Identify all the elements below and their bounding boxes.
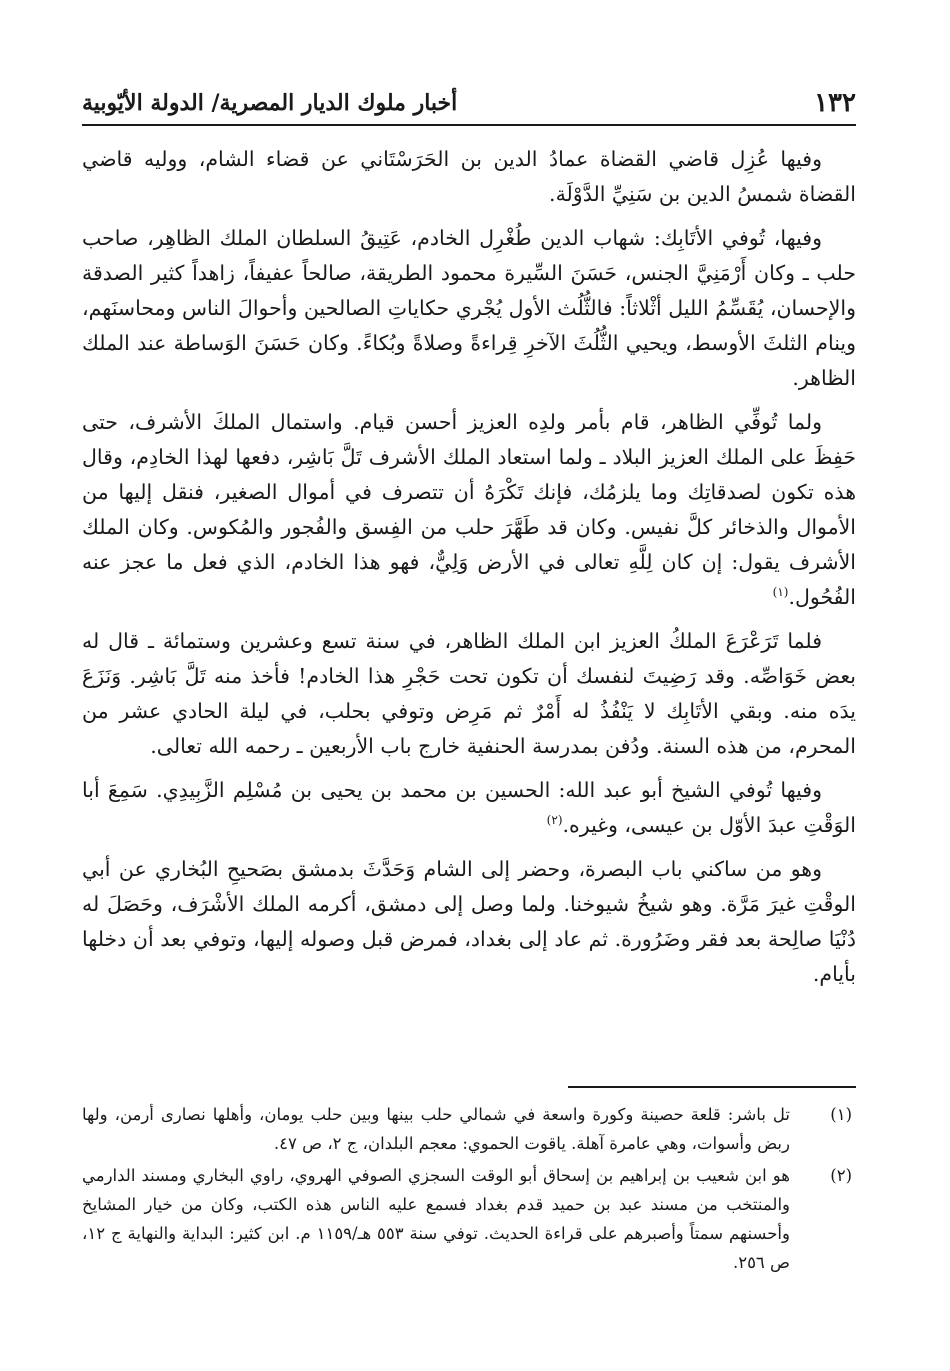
footnote [82,1100,856,1158]
footnote-ref: (٢) [546,813,563,828]
footnotes [82,1100,856,1280]
paragraph: وفيها، تُوفي الأتَابِك: شهاب الدين طُغْرِل الخادم، عَتِيقُ السلطان الملك الظاهِر، صاحب حلب ـ وكان أَرْمَنِيَّ الجنس، حَسَنَ السِّيرة محمود الطريقة، صالحاً عفيفاً، زاهداً كثير الصدقة والإحسان، يُقَسِّمُ الليل أثْلاثاً: فالثُّلُث الأول يُجْري حكاياتِ الصالحين وأحوالَ الناس ومحاسنَهم، وينام الثلثَ الأوسط، ويحيي الثُّلُثَ الآخرِ قِراءةً وصلاةً وبُكاءً. وكان حَسَنَ الوَساطة عند الملك الظاهر. [82,226,856,390]
paragraph [82,405,856,615]
footnote-marker: (١) [830,1105,852,1124]
paragraph-text: ولما تُوفِّي الظاهر، قام بأمر ولدِه العزيز أحسن قيام. واستمال الملكَ الأشرف، حتى حَفِظَ على الملك العزيز البلاد ـ ولما استعاد الملك الأشرف تَلَّ بَاشِر، دفعها لهذا الخادِم، وقال هذه تكون لصدقاتِك وما يلزمُك، فإنك تَكْرَهُ أن تتصرف في أموال الصغير، فنقل إليها من الأموال والذخائر كلَّ نفيس. وكان قد طَهَّرَ حلب من الفِسق والفُجور والمُكوس. وكان الملك الأشرف يقول: إن كان لِلَّهِ تعالى في الأرض وَلِيٌّ، فهو هذا الخادم، الذي فعل ما عجز عنه الفُحُول. [82,410,856,609]
footnote-divider [568,1086,856,1088]
book-page [82,78,856,1328]
paragraph: فلما تَرَعْرَعَ الملكُ العزيز ابن الملك الظاهر، في سنة تسع وعشرين وستمائة ـ قال له بعض خَوَاصِّه. وقد رَضِيتَ لنفسك أن تكون تحت حَجْرِ هذا الخادم! فأخذ منه تَلَّ بَاشِر. وَنَزَعَ يدَه منه. وبقي الأتَابِك لا يَنْفُذُ له أَمْرٌ ثم مَرِض وتوفي بحلب، في ليلة الحادي عشر من المحرم، من هذه السنة. ودُفن بمدرسة الحنفية خارج باب الأربعين ـ رحمه الله تعالى. [82,629,856,758]
footnote-text: هو ابن شعيب بن إبراهيم بن إسحاق أبو الوقت السجزي الصوفي الهروي، راوي البخاري ومسند الدارمي والمنتخب من مسند عبد بن حميد قدم بغداد فسمع عليه الناس هذه الكتب، وكان من خيار المشايخ وأحسنهم سمتاً وأصبرهم على قراءة الحديث. توفي سنة ٥٥٣ هـ/١١٥٩ م. ابن كثير: البداية والنهاية ج ١٢، ص ٢٥٦. [82,1166,790,1272]
running-title: أخبار ملوك الديار المصرية/ الدولة الأيّوبية [82,90,458,116]
paragraph [82,773,856,843]
footnote-marker: (٢) [830,1166,852,1185]
paragraph: وهو من ساكني باب البصرة، وحضر إلى الشام وَحَدَّثَ بدمشق بصَحيحِ البُخاري عن أبي الوقْتِ غيرَ مَرَّة. وهو شيخُ شيوخنا. ولما وصل إلى دمشق، أكرمه الملك الأشْرَف، وحَصَلَ له دُنْيَا صالِحة بعد فقر وضَرُورة. ثم عاد إلى بغداد، فمرض قبل وصوله إليها، وتوفي بعد أن دخلها بأيام. [82,857,856,986]
paragraph-text: وفيها تُوفي الشيخ أبو عبد الله: الحسين بن محمد بن يحيى بن مُسْلِم الزَّبِيدِي. سَمِعَ أبا الوَقْتِ عبدَ الأوّل بن عيسى، وغيره. [82,778,856,837]
footnote-text: تل باشر: قلعة حصينة وكورة واسعة في شمالي حلب بينها وبين حلب يومان، وأهلها نصارى أرمن، ولها ربض وأسوات، وهي عامرة آهلة. ياقوت الحموي: معجم البلدان، ج ٢، ص ٤٧. [82,1105,790,1153]
footnote [82,1161,856,1277]
main-text [82,142,856,1001]
paragraph: وفيها عُزِل قاضي القضاة عمادُ الدين بن الحَرَسْتَاني عن قضاء الشام، ووليه قاضي القضاة شمسُ الدين بن سَنِيِّ الدَّوْلَة. [82,147,856,206]
page-header [82,88,856,126]
page-number: ١٣٢ [814,88,856,118]
footnote-ref: (١) [772,585,789,600]
